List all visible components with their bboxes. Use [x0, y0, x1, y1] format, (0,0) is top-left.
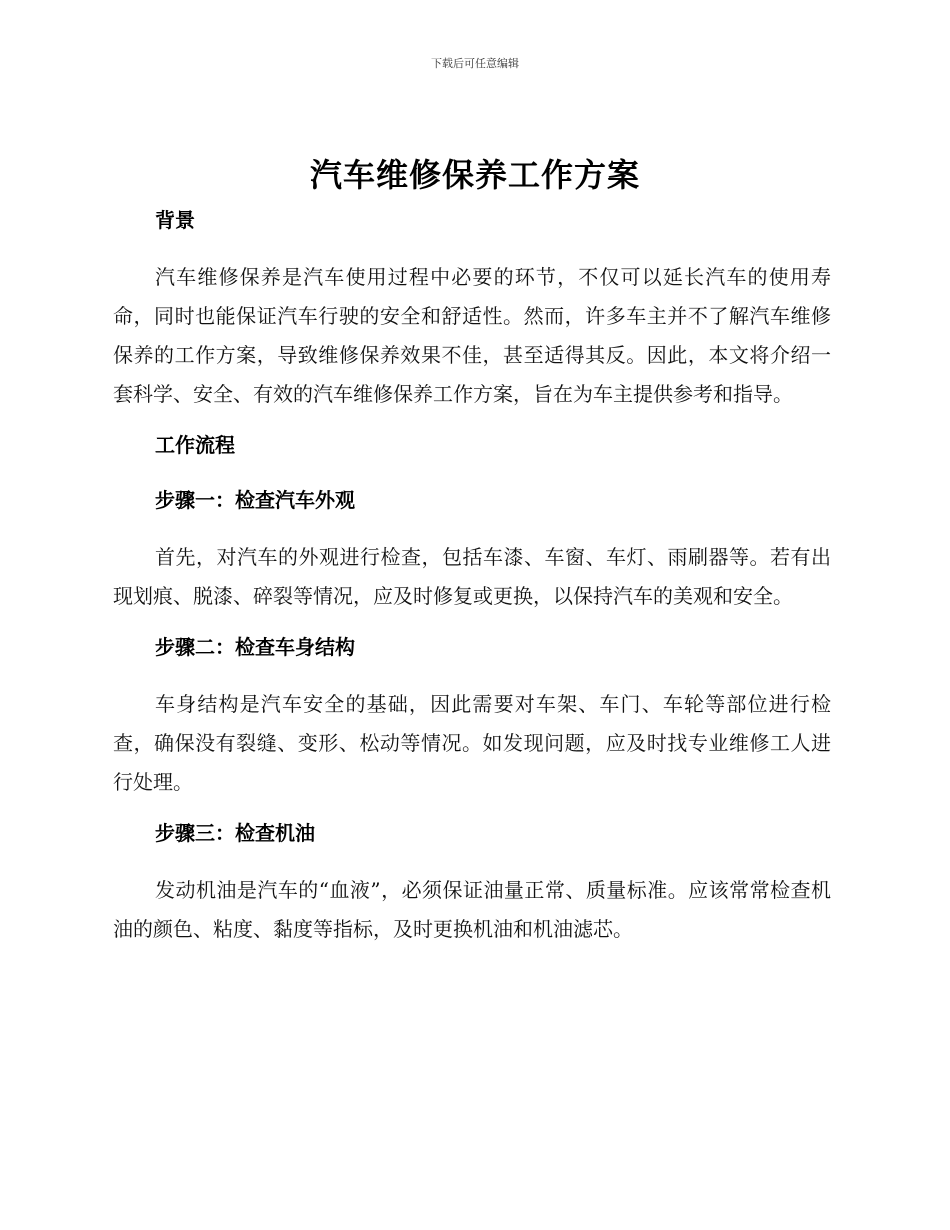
section-paragraph-background: 汽车维修保养是汽车使用过程中必要的环节，不仅可以延长汽车的使用寿命，同时也能保证汽车行驶的安全和舒适性。然而，许多车主并不了解汽车维修保养的工作方案，导致维修保养效果不佳，甚至适得其反。因此，本文将介绍一套科学、安全、有效的汽车维修保养工作方案，旨在为车主提供参考和指导。	[113, 265, 831, 406]
page-header-note: 下载后可任意编辑	[431, 57, 519, 70]
section-heading-step-one: 步骤一：检查汽车外观	[155, 488, 355, 512]
section-paragraph-step-three: 发动机油是汽车的“血液”，必须保证油量正常、质量标准。应该常常检查机油的颜色、粘度、黏度等指标，及时更换机油和机油滤芯。	[113, 878, 831, 941]
document-title: 汽车维修保养工作方案	[309, 156, 640, 194]
section-heading-step-three: 步骤三：检查机油	[155, 821, 315, 845]
section-paragraph-step-one: 首先，对汽车的外观进行检查，包括车漆、车窗、车灯、雨刷器等。若有出现划痕、脱漆、碎裂等情况，应及时修复或更换，以保持汽车的美观和安全。	[113, 545, 831, 608]
section-heading-background: 背景	[155, 208, 195, 232]
section-paragraph-step-two: 车身结构是汽车安全的基础，因此需要对车架、车门、车轮等部位进行检查，确保没有裂缝、变形、松动等情况。如发现问题，应及时找专业维修工人进行处理。	[113, 692, 831, 794]
section-heading-step-two: 步骤二：检查车身结构	[155, 635, 355, 659]
section-heading-workflow: 工作流程	[155, 433, 235, 457]
document-body	[113, 203, 831, 963]
